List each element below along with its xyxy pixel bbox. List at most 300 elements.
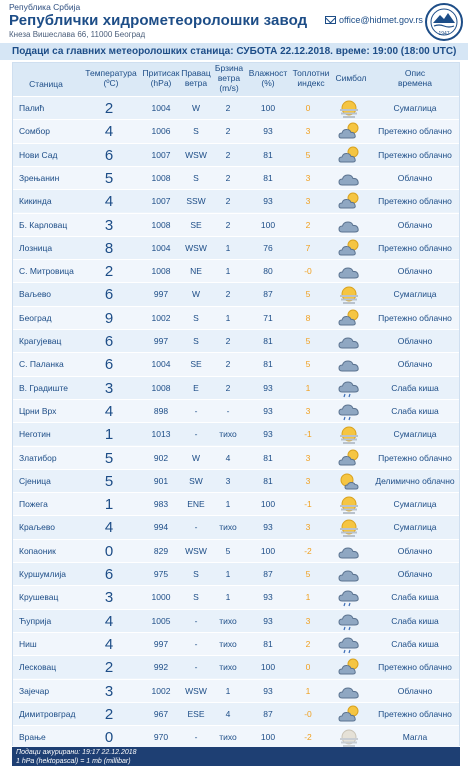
station-name[interactable]: Ваљево [19, 289, 51, 300]
temperature-value: 6 [104, 356, 114, 374]
weather-description: Слаба киша [391, 615, 439, 626]
heat-index: 3 [305, 196, 311, 207]
partly-cloudy-icon [337, 237, 363, 260]
weather-description: Облачно [397, 266, 433, 277]
table-row [13, 399, 459, 422]
humidity-value: 100 [260, 219, 276, 230]
pressure-value: 898 [153, 405, 169, 416]
station-name[interactable]: Лозница [19, 242, 53, 253]
wind-direction: SW [189, 475, 203, 486]
wind-speed: 1 [225, 685, 231, 696]
station-name[interactable]: Златибор [19, 452, 57, 463]
email-text[interactable]: office@hidmet.gov.rs [339, 15, 423, 25]
wind-speed: 2 [225, 126, 231, 137]
weather-description: Претежно облачно [378, 126, 452, 137]
pressure-value: 1004 [151, 103, 171, 113]
pressure-value: 997 [153, 336, 169, 346]
pressure-value: 1008 [151, 219, 171, 230]
pressure-value: 992 [153, 662, 169, 673]
humidity-value: 87 [263, 708, 273, 719]
humidity-value: 81 [263, 172, 273, 183]
temperature-value: 4 [104, 612, 114, 630]
wind-direction: - [194, 522, 198, 533]
wind-speed: 2 [225, 219, 231, 230]
wind-speed: 1 [225, 266, 231, 277]
table-row [13, 539, 459, 562]
station-name[interactable]: Кикинда [19, 196, 52, 207]
humidity-value: 100 [260, 499, 276, 510]
temperature-value: 3 [104, 379, 114, 397]
rhmz-logo-icon[interactable] [424, 2, 464, 42]
table-row [13, 306, 459, 329]
station-name[interactable]: Сомбор [19, 126, 50, 137]
table-row [13, 492, 459, 515]
humidity-value: 100 [260, 732, 276, 743]
wind-speed: 5 [225, 545, 231, 556]
heat-index: 2 [305, 638, 311, 649]
pressure-value: 829 [153, 545, 169, 556]
table-row [13, 143, 459, 166]
cloud-icon [337, 330, 363, 353]
table-row [13, 166, 459, 189]
table-row [13, 236, 459, 259]
humidity-value: 93 [263, 685, 273, 696]
pressure-value: 1008 [151, 172, 171, 183]
weather-description: Сумаглица [393, 103, 437, 113]
table-row [13, 632, 459, 655]
station-name[interactable]: Пожега [19, 499, 48, 510]
fog-icon [337, 493, 363, 516]
email-link[interactable] [325, 15, 423, 25]
heat-index: 7 [305, 242, 311, 253]
light-rain-icon [337, 400, 363, 423]
light-rain-icon [337, 610, 363, 633]
temperature-value: 0 [104, 542, 114, 560]
updated-label: Подаци ажурирани: 19:17 22.12.2018 [16, 749, 137, 756]
cloud-icon [337, 167, 363, 190]
wind-direction: WSW [185, 149, 207, 160]
temperature-value: 4 [104, 193, 114, 211]
wind-speed: 1 [225, 242, 231, 253]
pressure-value: 1004 [151, 242, 171, 253]
heat-index: 3 [305, 405, 311, 416]
temperature-value: 6 [104, 333, 114, 350]
table-row [13, 189, 459, 212]
weather-description: Слаба киша [391, 382, 439, 393]
heat-index: 1 [305, 685, 311, 696]
wind-direction: - [194, 662, 198, 673]
wind-speed: 4 [225, 708, 231, 719]
wind-speed: 2 [225, 196, 231, 207]
table-row [13, 562, 459, 585]
heat-index: 8 [305, 312, 311, 323]
wind-direction: SSW [186, 196, 206, 207]
humidity-value: 81 [263, 149, 273, 160]
fog-icon [337, 97, 363, 120]
pressure-value: 1008 [151, 382, 171, 393]
weather-description: Слаба киша [391, 638, 439, 649]
wind-direction: - [194, 732, 198, 743]
humidity-value: 87 [263, 289, 273, 300]
table-row [13, 376, 459, 399]
pressure-value: 1002 [151, 312, 171, 323]
table-row [13, 679, 459, 702]
heat-index: -2 [304, 545, 312, 556]
pressure-value: 1002 [151, 685, 171, 696]
col-dir: Правац ветра [181, 68, 211, 88]
station-name[interactable]: Црни Врх [19, 405, 57, 416]
partly-cloudy-icon [337, 190, 363, 213]
pressure-value: 1008 [151, 266, 171, 277]
pressure-value: 1007 [151, 196, 171, 207]
temperature-value: 8 [104, 239, 114, 257]
table-row [13, 655, 459, 678]
humidity-value: 81 [263, 336, 273, 346]
heat-index: 0 [305, 662, 311, 673]
weather-description: Претежно облачно [378, 662, 452, 673]
temperature-value: 3 [104, 589, 114, 607]
temperature-value: 6 [104, 146, 114, 164]
temperature-value: 5 [104, 169, 114, 187]
wind-direction: W [191, 289, 201, 300]
site-header [0, 0, 468, 42]
wind-direction: WSW [185, 545, 207, 556]
station-name[interactable]: Зрењанин [19, 172, 60, 183]
temperature-value: 4 [104, 635, 114, 653]
cloud-icon [337, 680, 363, 703]
wind-direction: S [193, 569, 199, 579]
station-name[interactable]: С. Митровица [19, 266, 74, 277]
col-temp: Температура (ºC) [85, 68, 137, 88]
wind-speed: тихо [219, 662, 237, 673]
partly-cloudy-icon [337, 307, 363, 330]
wind-direction: S [193, 126, 199, 137]
partly-cloudy-icon [337, 447, 363, 470]
weather-description: Претежно облачно [378, 149, 452, 160]
wind-speed: тихо [219, 615, 237, 626]
cloud-icon [337, 540, 363, 563]
weather-description: Облачно [397, 219, 433, 230]
temperature-value: 3 [104, 682, 114, 700]
light-rain-icon [337, 586, 363, 609]
table-row [13, 469, 459, 492]
pressure-value: 994 [153, 522, 169, 533]
heat-index: 3 [305, 126, 311, 137]
partly-cloudy-icon [337, 144, 363, 167]
col-hum: Влажност (%) [248, 68, 288, 88]
station-name[interactable]: Копаоник [19, 545, 56, 556]
cloud-icon [337, 563, 363, 586]
humidity-value: 76 [263, 242, 273, 253]
humidity-value: 81 [263, 475, 273, 486]
weather-description: Делимично облачно [375, 475, 455, 486]
temperature-value: 4 [104, 519, 114, 537]
station-name[interactable]: Крушевац [19, 592, 59, 603]
pressure-value: 1004 [151, 359, 171, 370]
wind-direction: WSW [185, 685, 207, 696]
humidity-value: 81 [263, 638, 273, 649]
wind-speed: 1 [225, 569, 231, 579]
humidity-value: 100 [260, 545, 276, 556]
weather-description: Сумаглица [393, 429, 437, 440]
wind-speed: 2 [225, 336, 231, 346]
heat-index: -0 [304, 708, 312, 719]
sun-cloud-icon [337, 470, 363, 493]
station-name[interactable]: Куршумлија [19, 569, 66, 579]
weather-description: Сумаглица [393, 499, 437, 510]
col-sym: Симбол [335, 73, 367, 83]
cloud-icon [337, 353, 363, 376]
table-row [13, 609, 459, 632]
wind-direction: S [193, 336, 199, 346]
heat-index: 1 [305, 592, 311, 603]
wind-direction: S [193, 172, 199, 183]
station-name[interactable]: Неготин [19, 429, 51, 440]
wind-speed: 2 [225, 103, 231, 113]
svg-text:1947: 1947 [438, 31, 450, 37]
mail-icon [325, 16, 336, 24]
humidity-value: 81 [263, 359, 273, 370]
weather-description: Слаба киша [391, 405, 439, 416]
humidity-value: 93 [263, 196, 273, 207]
units-note: 1 hPa (hektopascal) = 1 mb (millibar) [16, 758, 131, 765]
heat-index: 3 [305, 172, 311, 183]
heat-index: 1 [305, 382, 311, 393]
partly-cloudy-icon [337, 703, 363, 726]
weather-description: Претежно облачно [378, 708, 452, 719]
wind-direction: NE [190, 266, 202, 277]
wind-direction: S [193, 592, 199, 603]
humidity-value: 87 [263, 569, 273, 579]
temperature-value: 2 [104, 263, 114, 281]
pressure-value: 1013 [151, 429, 171, 440]
fog-icon [337, 423, 363, 446]
weather-description: Претежно облачно [378, 312, 452, 323]
table-row [13, 515, 459, 538]
station-name[interactable]: Лесковац [19, 662, 57, 673]
humidity-value: 93 [263, 592, 273, 603]
weather-description: Облачно [397, 336, 433, 346]
weather-description: Магла [402, 732, 428, 743]
temperature-value: 6 [104, 286, 114, 304]
station-name[interactable]: Димитровград [19, 708, 76, 719]
table-row [13, 259, 459, 282]
partly-cloudy-icon [337, 656, 363, 679]
weather-description: Претежно облачно [378, 452, 452, 463]
humidity-value: 93 [263, 382, 273, 393]
weather-description: Облачно [397, 359, 433, 370]
humidity-value: 81 [263, 452, 273, 463]
wind-speed: 2 [225, 382, 231, 393]
table-row [13, 702, 459, 725]
col-station: Станица [29, 79, 63, 89]
wind-speed: 1 [225, 312, 231, 323]
table-header [13, 63, 459, 96]
pressure-value: 1007 [151, 149, 171, 160]
station-name[interactable]: Београд [19, 312, 52, 323]
republic-label: Република Србија [9, 2, 81, 12]
weather-description: Претежно облачно [378, 242, 452, 253]
heat-index: 5 [305, 359, 311, 370]
wind-direction: S [193, 312, 199, 323]
weather-description: Сумаглица [393, 289, 437, 300]
temperature-value: 2 [104, 705, 114, 723]
footer-note [12, 747, 460, 766]
heat-index: 5 [305, 336, 311, 346]
station-name[interactable]: Ниш [19, 638, 37, 649]
weather-description: Сумаглица [393, 522, 437, 533]
col-press: Притисак (hPa) [142, 68, 180, 88]
temperature-value: 6 [104, 566, 114, 583]
station-name[interactable]: Ћуприја [19, 615, 52, 626]
wind-speed: тихо [219, 732, 237, 743]
weather-description: Слаба киша [391, 592, 439, 603]
wind-direction: E [193, 382, 199, 393]
heat-index: -1 [304, 499, 312, 510]
wind-direction: W [191, 452, 201, 463]
heat-index: 3 [305, 452, 311, 463]
temperature-value: 1 [104, 426, 114, 444]
wind-direction: - [194, 638, 198, 649]
station-name[interactable]: Б. Карловац [19, 219, 68, 230]
wind-speed: 2 [225, 149, 231, 160]
humidity-value: 100 [260, 103, 276, 113]
heat-index: 5 [305, 569, 311, 579]
humidity-value: 93 [263, 126, 273, 137]
temperature-value: 0 [104, 729, 114, 747]
heat-index: 5 [305, 289, 311, 300]
wind-speed: 3 [225, 475, 231, 486]
wind-speed: 1 [225, 499, 231, 510]
wind-speed: тихо [219, 429, 237, 440]
cloud-icon [337, 260, 363, 283]
station-name[interactable]: В. Градиште [19, 382, 69, 393]
heat-index: 3 [305, 615, 311, 626]
humidity-value: 93 [263, 429, 273, 440]
pressure-value: 1005 [151, 615, 171, 626]
temperature-value: 4 [104, 402, 114, 420]
weather-description: Облачно [397, 545, 433, 556]
stations-table [12, 62, 460, 746]
pressure-value: 970 [153, 732, 169, 743]
station-name[interactable]: С. Паланка [19, 359, 64, 370]
col-heat: Топлотни индекс [292, 68, 330, 88]
weather-description: Облачно [397, 172, 433, 183]
heat-index: 3 [305, 522, 311, 533]
observation-time-bar: Подаци са главних метеоролошких станица: СУБОТА 22.12.2018. време: 19:00 (18:00 UTC) [0, 43, 468, 60]
humidity-value: 80 [263, 266, 273, 277]
wind-direction: SE [190, 359, 202, 370]
table-row [13, 329, 459, 352]
pressure-value: 983 [153, 499, 169, 510]
table-row [13, 352, 459, 375]
cloud-icon [337, 214, 363, 237]
temperature-value: 1 [104, 496, 114, 514]
pressure-value: 997 [153, 289, 169, 300]
light-rain-icon [337, 377, 363, 400]
pressure-value: 1006 [151, 126, 171, 137]
humidity-value: 93 [263, 615, 273, 626]
humidity-value: 93 [263, 405, 273, 416]
station-name[interactable]: Краљево [19, 522, 55, 533]
wind-direction: SE [190, 219, 202, 230]
weather-description: Претежно облачно [378, 196, 452, 207]
mist-icon [337, 726, 363, 749]
fog-icon [337, 283, 363, 306]
wind-direction: W [191, 103, 201, 113]
table-row [13, 213, 459, 236]
station-name[interactable]: Палић [19, 103, 45, 113]
partly-cloudy-icon [337, 120, 363, 143]
table-row [13, 422, 459, 445]
table-row [13, 446, 459, 469]
heat-index: -0 [304, 266, 312, 277]
table-row [13, 282, 459, 305]
station-name[interactable]: Сјеница [19, 475, 51, 486]
institution-address: Кнеза Вишеслава 66, 11000 Београд [9, 30, 146, 39]
heat-index: -1 [304, 429, 312, 440]
humidity-value: 71 [263, 312, 273, 323]
temperature-value: 5 [104, 449, 114, 467]
wind-direction: ESE [187, 708, 205, 719]
pressure-value: 997 [153, 638, 169, 649]
table-body [13, 96, 459, 746]
col-desc: Опис времена [398, 68, 432, 88]
pressure-value: 1000 [151, 592, 171, 603]
wind-speed: 1 [225, 592, 231, 603]
temperature-value: 4 [104, 123, 114, 141]
humidity-value: 100 [260, 662, 276, 673]
wind-direction: WSW [185, 242, 207, 253]
heat-index: 5 [305, 149, 311, 160]
temperature-value: 2 [104, 659, 114, 677]
wind-speed: - [226, 405, 230, 416]
table-row [13, 119, 459, 142]
pressure-value: 902 [153, 452, 169, 463]
table-row [13, 585, 459, 608]
wind-speed: 2 [225, 289, 231, 300]
wind-speed: 4 [225, 452, 231, 463]
station-name[interactable]: Врање [19, 732, 46, 743]
wind-speed: тихо [219, 522, 237, 533]
humidity-value: 93 [263, 522, 273, 533]
weather-description: Облачно [397, 685, 433, 696]
temperature-value: 9 [104, 309, 114, 327]
station-name[interactable]: Нови Сад [19, 149, 58, 160]
wind-speed: 2 [225, 172, 231, 183]
wind-speed: тихо [219, 638, 237, 649]
table-row [13, 725, 459, 748]
wind-direction: - [194, 405, 198, 416]
pressure-value: 901 [153, 475, 169, 486]
table-row [13, 96, 459, 119]
weather-description: Облачно [397, 569, 433, 579]
station-name[interactable]: Крагујевац [19, 336, 62, 346]
temperature-value: 3 [104, 216, 114, 234]
institution-title[interactable]: Републички хидрометеоролошки завод [9, 12, 308, 29]
heat-index: 0 [305, 103, 311, 113]
temperature-value: 2 [104, 100, 114, 117]
col-speed: Брзина ветра (m/s) [214, 63, 244, 93]
heat-index: 3 [305, 475, 311, 486]
station-name[interactable]: Зајечар [19, 685, 50, 696]
light-rain-icon [337, 633, 363, 656]
fog-icon [337, 516, 363, 539]
heat-index: 2 [305, 219, 311, 230]
wind-direction: - [194, 429, 198, 440]
temperature-value: 5 [104, 472, 114, 490]
wind-direction: - [194, 615, 198, 626]
